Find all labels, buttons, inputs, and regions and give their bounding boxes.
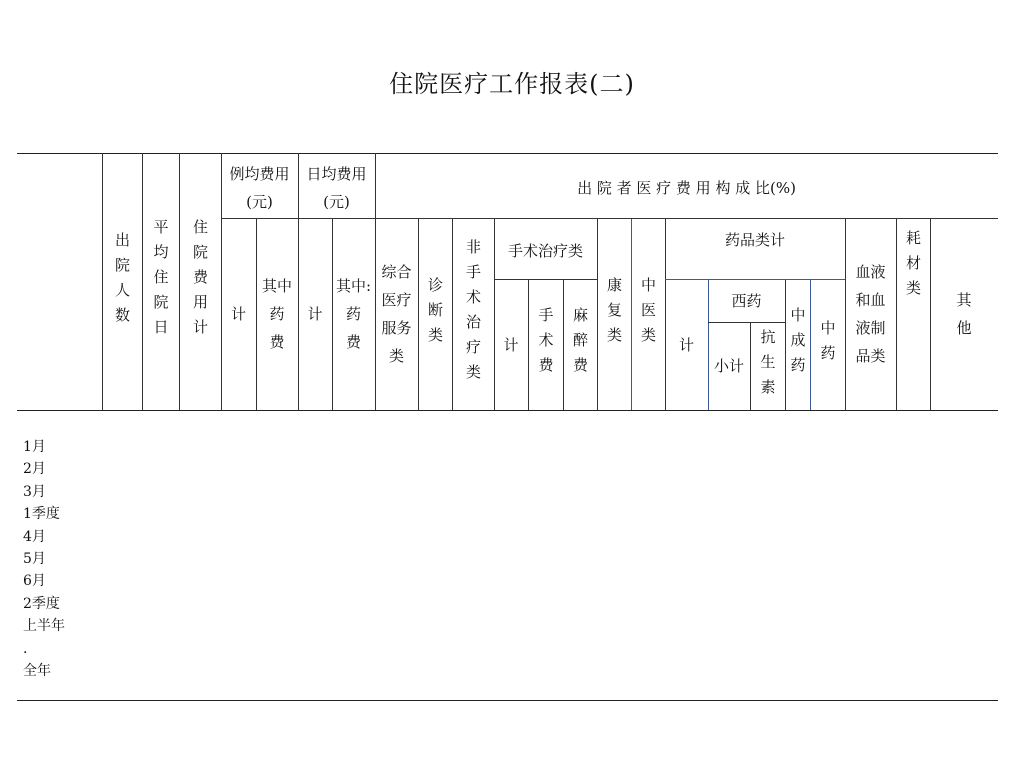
row-label: 5月 — [23, 550, 46, 567]
header-per-day-total: 计 — [307, 305, 323, 323]
header-surgery-fee: 手术费 — [536, 307, 555, 382]
header-per-case-drug: 其中 药 费 — [261, 277, 292, 351]
report-title: 住院医疗工作报表(二) — [389, 70, 635, 98]
header-per-case-cost: 例均费用 (元) — [229, 164, 290, 211]
header-antibiotics: 抗生素 — [758, 328, 777, 404]
row-label: 上半年 — [23, 618, 65, 635]
header-discharge-count: 出院人数 — [113, 231, 131, 332]
row-label: . — [23, 640, 28, 657]
header-per-case-total: 计 — [230, 305, 246, 323]
header-chinese-patent: 中成药 — [788, 307, 807, 382]
header-western-drug: 西药 — [731, 291, 762, 310]
row-label: 1季度 — [23, 506, 60, 523]
row-label: 4月 — [23, 528, 46, 545]
row-label: 6月 — [23, 573, 46, 590]
header-rehabilitation: 康复类 — [605, 276, 623, 352]
row-label: 1月 — [23, 439, 46, 455]
header-other: 其 他 — [956, 291, 972, 337]
header-non-surgical: 非手术治疗类 — [464, 239, 482, 389]
row-label: 3月 — [23, 483, 46, 500]
header-total-inpatient-cost: 住院费用计 — [191, 219, 209, 344]
header-anesthesia-fee: 麻醉费 — [571, 307, 589, 382]
header-tcm: 中医类 — [639, 276, 657, 352]
row-label: 2月 — [23, 461, 46, 478]
header-blood: 血液 和血 液制 品类 — [855, 263, 886, 365]
header-drug-total: 药品类计 — [724, 230, 785, 249]
header-avg-stay-days: 平均住院日 — [151, 219, 170, 344]
row-label: 全年 — [23, 662, 51, 679]
header-chinese-herbal: 中药 — [818, 319, 837, 370]
header-bottom-rule — [17, 410, 998, 411]
header-diagnosis: 诊断类 — [426, 276, 444, 352]
header-per-day-cost: 日均费用 (元) — [306, 164, 367, 211]
header-comprehensive-service: 综合 医疗 服务 类 — [381, 263, 412, 365]
header-drug-sum: 计 — [678, 335, 694, 354]
row-label: 2季度 — [23, 595, 60, 612]
header-composition: 出 院 者 医 疗 费 用 构 成 比(%) — [577, 178, 796, 197]
header-surgical-treatment: 手术治疗类 — [507, 241, 583, 260]
header-surgical-total: 计 — [503, 335, 519, 354]
table-bottom-rule — [17, 700, 998, 701]
header-per-day-drug: 其中: 药 费 — [335, 277, 372, 351]
header-western-subtotal: 小计 — [713, 357, 744, 375]
row-label-list — [23, 436, 65, 682]
header-consumables: 耗材类 — [904, 230, 922, 305]
